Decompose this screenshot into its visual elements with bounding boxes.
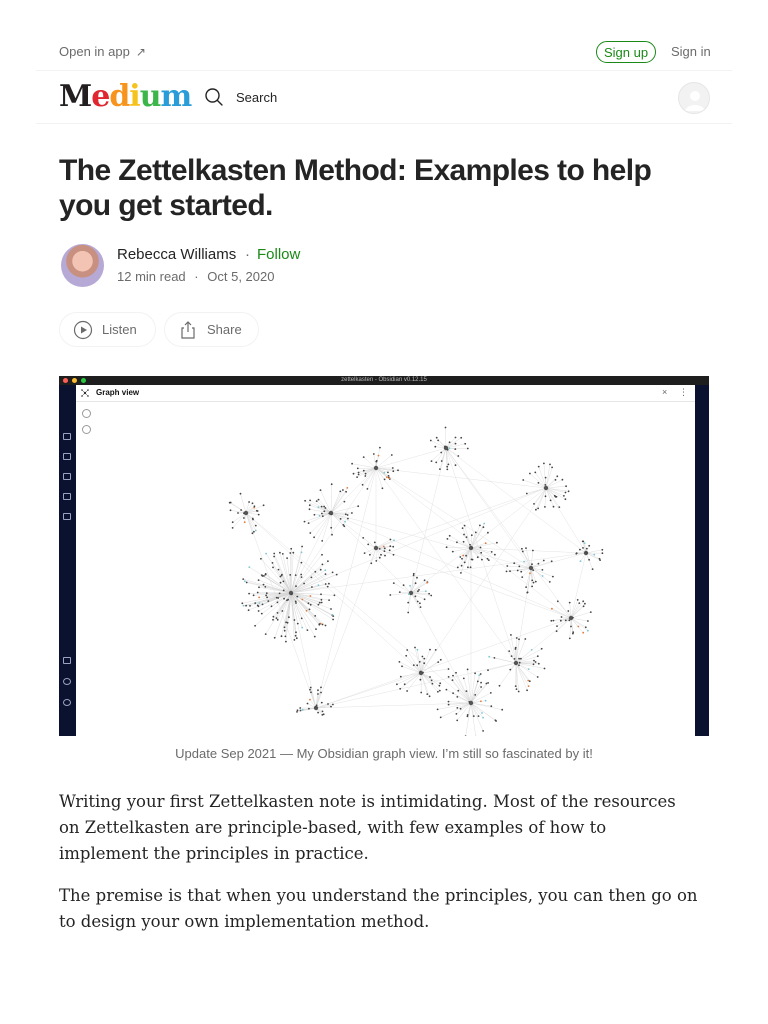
listen-label: Listen [102,322,137,337]
search-input[interactable] [204,87,277,107]
article-figure [59,376,709,736]
open-in-app-link[interactable] [59,44,146,59]
article-paragraph: The premise is that when you understand the principles, you can then go on to design your own implementation method. [59,886,698,931]
knowledge-graph [76,403,695,736]
medium-logo[interactable] [59,79,192,114]
listen-button[interactable] [59,312,156,347]
template-icon [63,493,71,500]
logo-letter: m [160,79,192,114]
logo-letter: d [109,79,130,114]
logo-letter: i [129,79,140,114]
search-icon [204,87,224,107]
article-paragraph: Writing your first Zettelkasten note is intimidating. Most of the resources on Zettelkasten are principle-based, with few examples of how to implement the principles in practice. [59,792,676,863]
files-icon [63,433,71,440]
graph-view-panel [76,385,695,736]
graph-icon [63,453,71,460]
vault-icon [63,657,71,664]
window-right-sidebar [695,385,709,736]
article-actions [59,312,259,348]
publish-date: Oct 5, 2020 [207,269,275,284]
play-icon [73,320,93,340]
archive-icon [63,513,71,520]
figure-caption: Update Sep 2021 — My Obsidian graph view. I’m still so fascinated by it! [175,746,593,761]
nav-bar [36,72,732,124]
logo-letter: u [139,79,161,114]
share-icon [178,320,198,340]
window-sidebar [59,385,76,736]
read-time: 12 min read [117,269,186,284]
author-avatar[interactable] [61,244,104,287]
window-title: zettelkasten - Obsidian v0.12.15 [341,377,427,383]
open-in-app-label: Open in app [59,44,130,59]
settings-icon [63,699,71,706]
author-row [59,243,459,287]
graph-edges [230,427,603,736]
share-label: Share [207,322,242,337]
arrow-up-right-icon: ↗ [135,44,146,59]
article-meta [117,269,274,284]
logo-letter: M [59,79,92,114]
follow-button[interactable]: Follow [257,246,301,263]
user-avatar-icon[interactable] [678,82,710,114]
author-name[interactable]: Rebecca Williams [117,246,237,263]
logo-letter: e [91,79,110,114]
graph-view-title: Graph view [96,388,140,397]
calendar-icon [63,473,71,480]
window-titlebar [59,376,709,385]
help-icon [63,678,71,685]
graph-view-icon [81,389,89,397]
graph-view-header [76,385,695,402]
sign-up-button[interactable]: Sign up [596,41,656,63]
close-icon[interactable]: × [662,387,668,397]
separator-dot: · [245,246,250,263]
article-title: The Zettelkasten Method: Examples to help you get started. [59,154,652,222]
share-button[interactable] [164,312,259,347]
more-options-icon[interactable]: ⋮ [679,387,688,397]
meta-separator: · [194,269,199,284]
top-bar [36,36,732,71]
sign-in-link[interactable]: Sign in [671,44,711,59]
search-placeholder: Search [236,89,278,105]
